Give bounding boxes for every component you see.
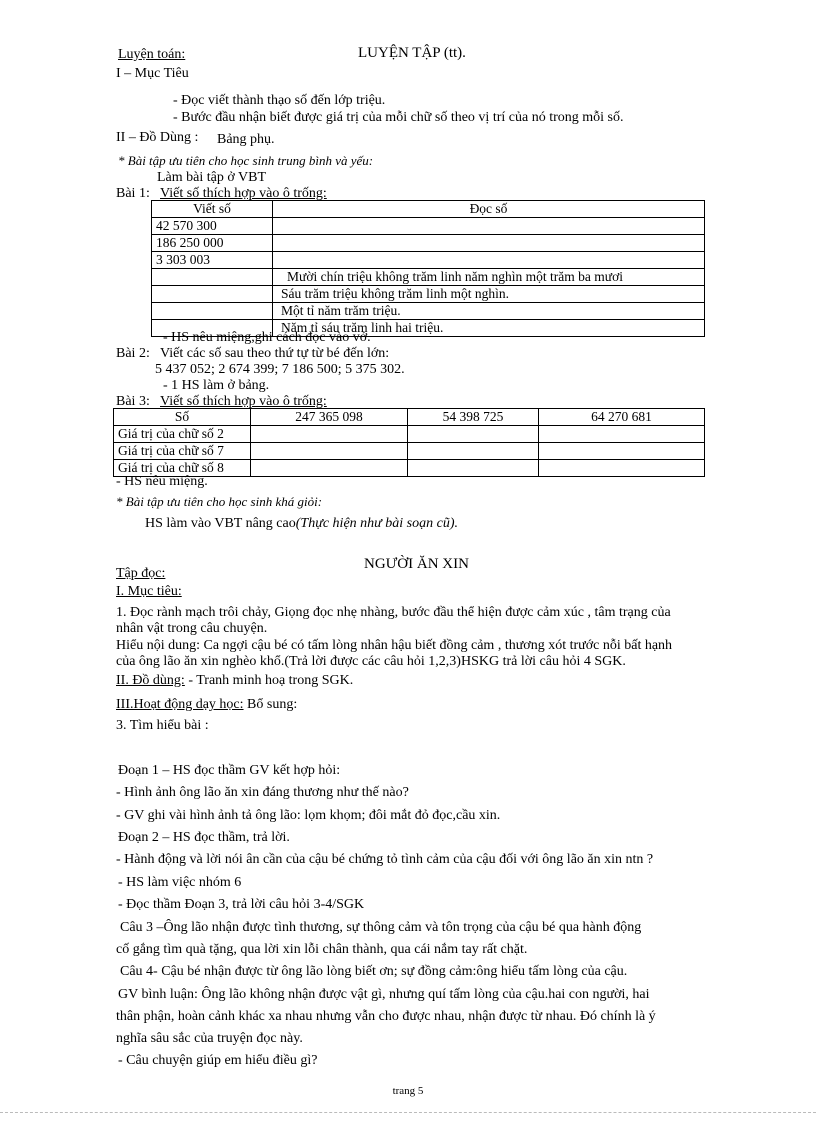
exercise-1-label: Bài 1:	[116, 186, 150, 201]
reading-activities-text: Bổ sung:	[247, 697, 298, 712]
reading-line: GV bình luận: Ông lão không nhận được vật gì, nhưng quí tấm lòng của cậu.hai con người, hai	[118, 987, 650, 1002]
table-header-cell: 54 398 725	[408, 409, 539, 426]
section-1-heading: I – Mục Tiêu	[116, 66, 189, 81]
advanced-task	[145, 516, 458, 532]
exercise-2-label: Bài 2:	[116, 346, 150, 361]
reading-title: NGƯỜI ĂN XIN	[364, 556, 469, 572]
table-row	[152, 286, 705, 303]
advanced-task-text: HS làm vào VBT nâng cao	[145, 516, 296, 531]
table-cell: Sáu trăm triệu không trăm linh một nghìn.	[273, 286, 705, 303]
reading-objectives-heading: I. Mục tiêu:	[116, 584, 182, 599]
table-cell: Giá trị của chữ số 2	[114, 426, 251, 443]
reading-line: nghĩa sâu sắc của truyện đọc này.	[116, 1031, 303, 1046]
objective-item: - Bước đầu nhận biết được giá trị của mỗi chữ số theo vị trí của nó trong mỗi số.	[173, 110, 624, 125]
reading-content-cont: của ông lão ăn xin nghèo khổ.(Trả lời được các câu hỏi 1,2,3)HSKG trả lời câu hỏi 4 SGK.	[116, 654, 626, 669]
table-row	[152, 303, 705, 320]
reading-line: cố gắng tìm quà tặng, qua lời xin lỗi chân thành, qua cái nắm tay rất chặt.	[116, 942, 528, 957]
table-cell: Năm tỉ sáu trăm linh hai triệu.	[273, 320, 705, 337]
table-cell	[251, 426, 408, 443]
objective-item: - Đọc viết thành thạo số đến lớp triệu.	[173, 93, 386, 108]
table-cell	[539, 426, 705, 443]
exercise-3-table	[113, 408, 705, 477]
reading-activities-heading: III.Hoạt động dạy học:	[116, 697, 244, 712]
page-separator	[0, 1112, 816, 1113]
table-cell: Mười chín triệu không trăm linh năm nghìn một trăm ba mươi	[273, 269, 705, 286]
priority-average-task: Làm bài tập ở VBT	[157, 170, 267, 185]
exercise-3-instruction: Viết số thích hợp vào ô trống:	[160, 394, 327, 409]
table-header-cell: Đọc số	[273, 201, 705, 218]
table-row	[152, 252, 705, 269]
page-title: LUYỆN TẬP (tt).	[358, 45, 466, 61]
reading-line: thân phận, hoàn cảnh khác xa nhau nhưng vẫn cho được nhau, nhận được từ nhau. Đó chính là ý	[116, 1009, 656, 1024]
table-cell: 186 250 000	[152, 235, 273, 252]
reading-objective-1-cont: nhân vật trong câu chuyện.	[116, 621, 268, 636]
equipment-text: Bảng phụ.	[217, 132, 275, 147]
priority-advanced-label: * Bài tập ưu tiên cho học sinh khá giỏi:	[116, 494, 323, 509]
reading-line: - Hành động và lời nói ân cần của cậu bé chứng tỏ tình cảm của cậu đối với ông lão ăn xin ntn ?	[116, 852, 654, 867]
table-cell	[408, 443, 539, 460]
table-row	[152, 218, 705, 235]
table-header-cell: 64 270 681	[539, 409, 705, 426]
table-cell	[273, 252, 705, 269]
reading-line: - Câu chuyện giúp em hiểu điều gì?	[118, 1053, 318, 1068]
table-cell: 42 570 300	[152, 218, 273, 235]
table-row	[114, 443, 705, 460]
table-cell: Một tỉ năm trăm triệu.	[273, 303, 705, 320]
table-cell	[539, 460, 705, 477]
exercise-2-numbers: 5 437 052; 2 674 399; 7 186 500; 5 375 302.	[155, 362, 405, 377]
table-cell	[251, 460, 408, 477]
table-cell	[408, 460, 539, 477]
exercise-1-note: - HS nêu miệng,ghi cách đọc vào vở.	[163, 330, 371, 345]
subject-label: Luyện toán:	[118, 47, 186, 62]
reading-subject: Tập đọc:	[116, 566, 166, 581]
table-header-row	[114, 409, 705, 426]
table-cell	[152, 303, 273, 320]
table-cell	[251, 443, 408, 460]
table-header-row	[152, 201, 705, 218]
table-row	[114, 426, 705, 443]
table-header-cell: Số	[114, 409, 251, 426]
reading-line: - GV ghi vài hình ảnh tả ông lão: lọm khọm; đôi mắt đỏ đọc,cầu xin.	[116, 808, 501, 823]
reading-line: - Hình ảnh ông lão ăn xin đáng thương như thế nào?	[116, 785, 409, 800]
reading-equipment	[116, 673, 353, 689]
table-cell	[408, 426, 539, 443]
table-cell	[273, 218, 705, 235]
reading-equipment-text: - Tranh minh hoạ trong SGK.	[188, 673, 354, 688]
exercise-2-note: - 1 HS làm ở bảng.	[163, 378, 270, 393]
reading-line: Đoạn 1 – HS đọc thầm GV kết hợp hỏi:	[118, 763, 341, 778]
reading-line: Đoạn 2 – HS đọc thầm, trả lời.	[118, 830, 290, 845]
table-row	[152, 235, 705, 252]
reading-line: - Đọc thầm Đoạn 3, trả lời câu hỏi 3-4/SGK	[118, 897, 365, 912]
exercise-1-instruction: Viết số thích hợp vào ô trống:	[160, 186, 327, 201]
advanced-task-note: (Thực hiện như bài soạn cũ).	[295, 516, 459, 531]
exercise-2-instruction: Viết các số sau theo thứ tự từ bé đến lớn:	[160, 346, 390, 361]
reading-objective-1: 1. Đọc rành mạch trôi chảy, Giọng đọc nhẹ nhàng, bước đầu thể hiện được cảm xúc , tâm trạng của	[116, 605, 671, 620]
page-number: trang 5	[392, 1085, 424, 1097]
table-cell	[539, 443, 705, 460]
section-2-heading: II – Đồ Dùng :	[116, 130, 199, 145]
reading-line: - HS làm việc nhóm 6	[118, 875, 242, 890]
table-row	[152, 269, 705, 286]
reading-line: Câu 3 –Ông lão nhận được tình thương, sự thông cảm và tôn trọng của cậu bé qua hành động	[120, 920, 642, 935]
table-cell: 3 303 003	[152, 252, 273, 269]
table-cell	[152, 269, 273, 286]
reading-explore-heading: 3. Tìm hiểu bài :	[116, 718, 209, 733]
reading-equipment-heading: II. Đồ dùng:	[116, 673, 185, 688]
exercise-3-note: - HS nêu miệng.	[116, 474, 208, 489]
reading-content: Hiểu nội dung: Ca ngợi cậu bé có tấm lòng nhân hậu biết đồng cảm , thương xót trước nỗi bất hạnh	[116, 638, 673, 653]
priority-average-label: * Bài tập ưu tiên cho học sinh trung bình và yếu:	[118, 153, 374, 168]
exercise-1-table	[151, 200, 705, 337]
table-cell: Giá trị của chữ số 8	[114, 460, 251, 477]
table-header-cell: 247 365 098	[251, 409, 408, 426]
reading-line: Câu 4- Cậu bé nhận được từ ông lão lòng biết ơn; sự đồng cảm:ông hiểu tấm lòng của cậu.	[120, 964, 628, 979]
table-cell	[273, 235, 705, 252]
table-cell: Giá trị của chữ số 7	[114, 443, 251, 460]
table-cell	[152, 286, 273, 303]
table-header-cell: Viết số	[152, 201, 273, 218]
reading-activities	[116, 697, 297, 713]
exercise-3-label: Bài 3:	[116, 394, 150, 409]
